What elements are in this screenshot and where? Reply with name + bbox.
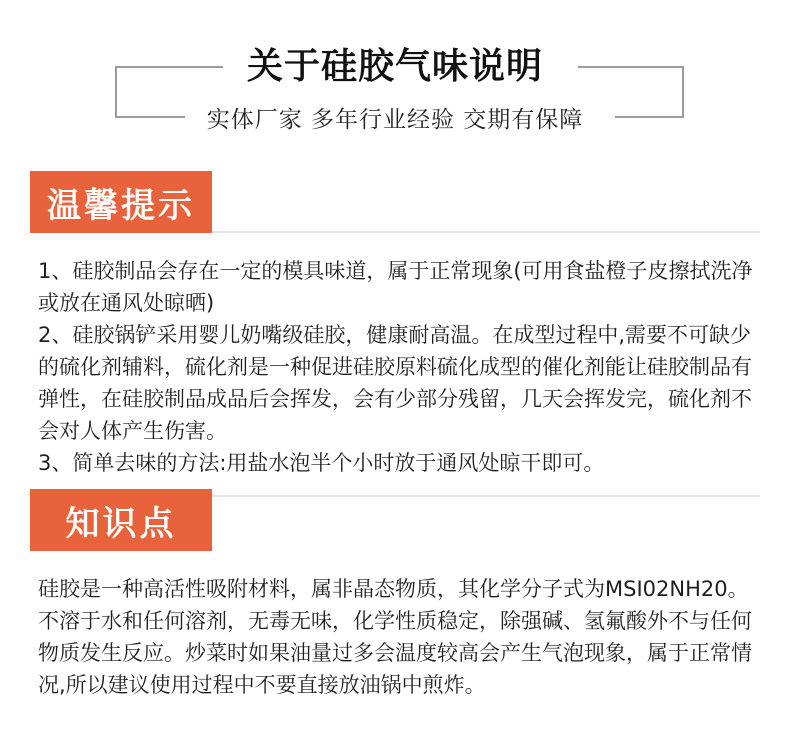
tip-item-1: 1、硅胶制品会存在一定的模具味道，属于正常现象(可用食盐橙子皮擦拭洗净或放在通风处晾晒) — [38, 259, 753, 315]
knowledge-paragraph: 硅胶是一种高活性吸附材料，属非晶态物质，其化学分子式为MSI02NH20。不溶于水和任何溶剂，无毒无味，化学性质稳定，除强碱、氢氟酸外不与任何物质发生反应。炒菜时如果油量过多会温度较高会产生气泡现象，属于正常情况,所以建议使用过程中不要直接放油锅中煎炸。 — [38, 577, 752, 697]
page-title: 关于硅胶气味说明 — [246, 46, 543, 87]
knowledge-divider — [212, 495, 760, 497]
tips-divider — [212, 231, 760, 233]
tips-list — [38, 255, 760, 479]
knowledge-heading-badge: 知识点 — [30, 489, 212, 551]
tip-item-3: 3、简单去味的方法:用盐水泡半个小时放于通风处晾干即可。 — [38, 451, 605, 475]
tip-item-2: 2、硅胶锅铲采用婴儿奶嘴级硅胶，健康耐高温。在成型过程中,需要不可缺少的硫化剂辅料，硫化剂是一种促进硅胶原料硫化成型的催化剂能让硅胶制品有弹性，在硅胶制品成品后会挥发，会有少部分残留，几天会挥发完，硫化剂不会对人体产生伤害。 — [38, 323, 752, 443]
page-subtitle: 实体厂家 多年行业经验 交期有保障 — [206, 107, 584, 133]
tips-heading-badge: 温馨提示 — [30, 171, 212, 233]
knowledge-text-block — [38, 573, 760, 701]
